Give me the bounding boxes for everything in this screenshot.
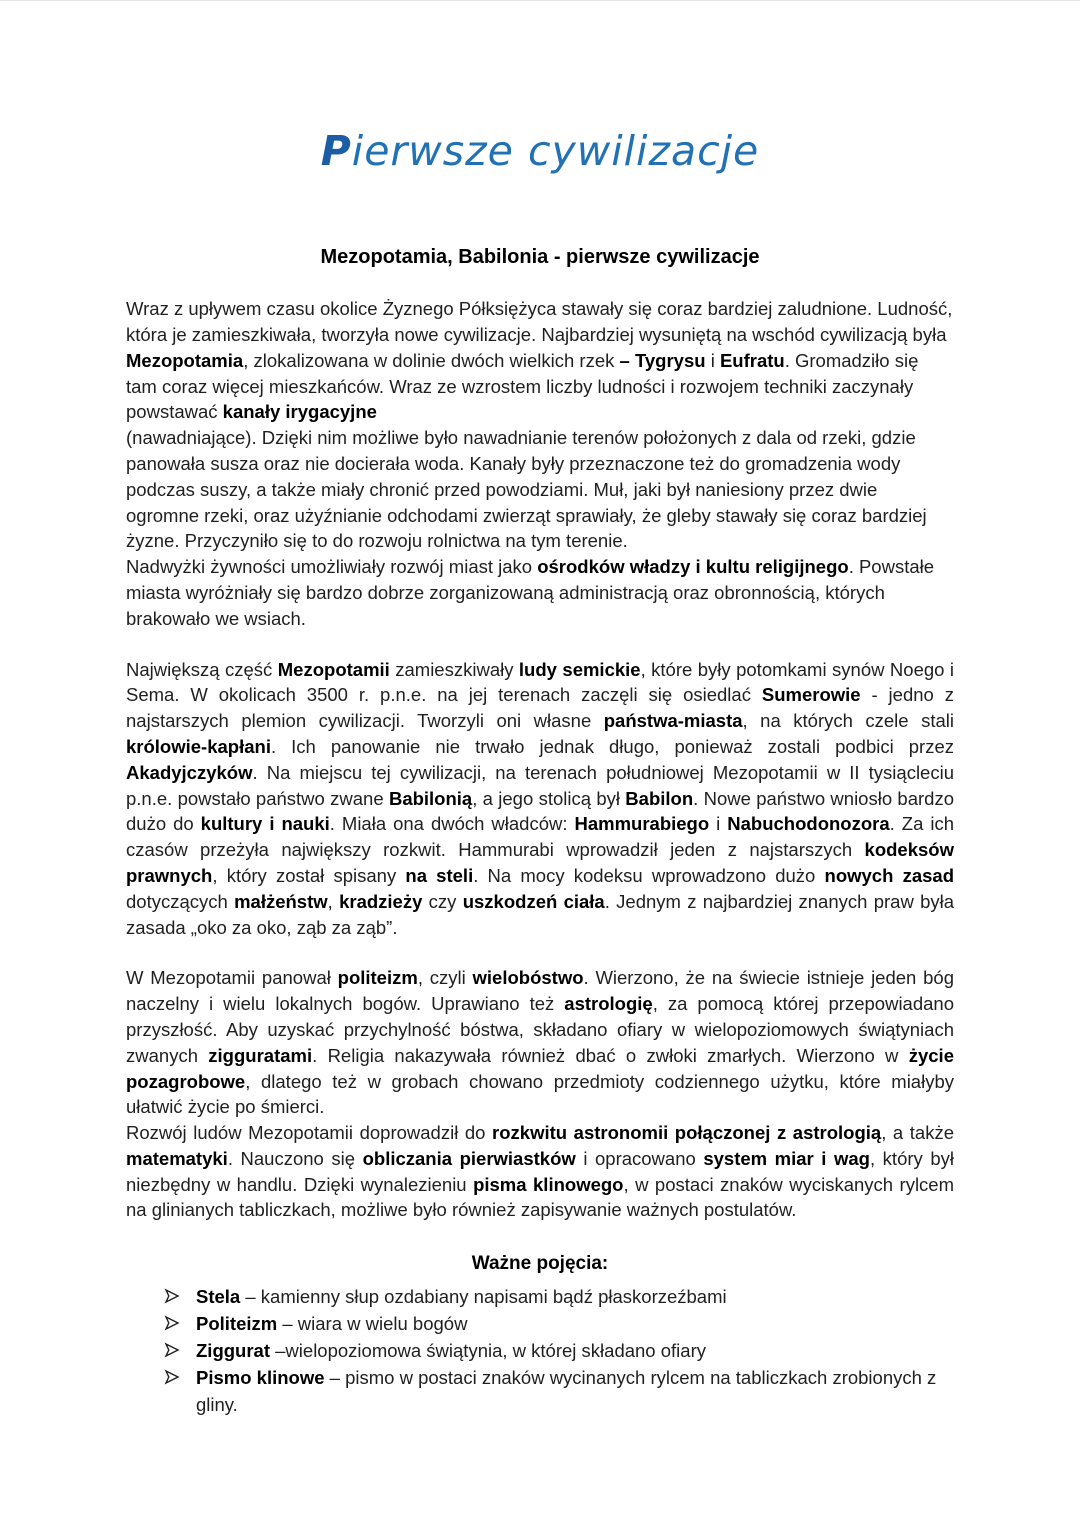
glossary-heading: Ważne pojęcia: bbox=[471, 1253, 609, 1275]
glossary-item-stela bbox=[164, 1283, 954, 1310]
glossary-item-ziggurat bbox=[164, 1337, 954, 1364]
arrowhead-bullet-icon bbox=[164, 1342, 180, 1358]
glossary-item-text: Stela – kamienny słup ozdabiany napisami bądź płaskorzeźbami bbox=[196, 1286, 727, 1308]
document-title: Pierwsze cywilizacje bbox=[320, 127, 760, 175]
paragraph-religion-science: W Mezopotamii panował politeizm, czyli wielobóstwo. Wierzono, że na świecie istnieje jeden bóg naczelny i wielu lokalnych bogów. Uprawiano też astrologię, za pomocą której przepowiadano przyszłość. Aby uzyskać przychylność bóstwa, składano ofiary w wielopoziomowych świątyniach zwanych zigguratami. Religia nakazywała również dbać o zwłoki zmarłych. Wierzono w życie pozagrobowe, dlatego też w grobach chowano przedmioty codziennego użytku, które miałyby ułatwić życie po śmierci. Rozwój ludów Mezopotamii doprowadził do rozkwitu astronomii połączonej z astrologią, a także matematyki. Nauczono się obliczania pierwiastków i opracowano system miar i wag, który był niezbędny w handlu. Dzięki wynalezieniu pisma klinowego, w postaci znaków wyciskanych rylcem na glinianych tabliczkach, możliwe było również zapisywanie ważnych postulatów. bbox=[126, 967, 955, 1221]
glossary-item-politeizm bbox=[164, 1310, 954, 1337]
glossary-item-text: Politeizm – wiara w wielu bogów bbox=[196, 1313, 468, 1335]
arrowhead-bullet-icon bbox=[164, 1288, 180, 1304]
glossary-item-pismo-klinowe bbox=[164, 1364, 954, 1418]
arrowhead-bullet-icon bbox=[164, 1369, 180, 1385]
glossary-item-text: Ziggurat –wielopoziomowa świątynia, w której składano ofiary bbox=[196, 1340, 706, 1362]
section-heading: Mezopotamia, Babilonia - pierwsze cywilizacje bbox=[320, 246, 760, 269]
glossary-list bbox=[126, 1283, 954, 1418]
arrowhead-bullet-icon bbox=[164, 1315, 180, 1331]
glossary-item-text: Pismo klinowe – pismo w postaci znaków wycinanych rylcem na tabliczkach zrobionych z gliny. bbox=[196, 1367, 937, 1416]
paragraph-sumerians-babylon: Największą część Mezopotamii zamieszkiwały ludy semickie, które były potomkami synów Noego i Sema. W okolicach 3500 r. p.n.e. na jej terenach zaczęli się osiedlać Sumerowie - jedno z najstarszych plemion cywilizacji. Tworzyli oni własne państwa-miasta, na których czele stali królowie-kapłani. Ich panowanie nie trwało jednak długo, ponieważ zostali podbici przez Akadyjczyków. Na miejscu tej cywilizacji, na terenach południowej Mezopotamii w II tysiącleciu p.n.e. powstało państwo zwane Babilonią, a jego stolicą był Babilon. Nowe państwo wniosło bardzo dużo do kultury i nauki. Miała ona dwóch władców: Hammurabiego i Nabuchodonozora. Za ich czasów przeżyła największy rozkwit. Hammurabi wprowadził jeden z najstarszych kodeksów prawnych, który został spisany na steli. Na mocy kodeksu wprowadzono dużo nowych zasad dotyczących małżeństw, kradzieży czy uszkodzeń ciała. Jednym z najbardziej znanych praw była zasada „oko za oko, ząb za ząb”. bbox=[126, 658, 955, 938]
paragraph-mesopotamia-intro: Wraz z upływem czasu okolice Żyznego Półksiężyca stawały się coraz bardziej zaludnione. Ludność, która je zamieszkiwała, tworzyła nowe cywilizacje. Najbardziej wysuniętą na wschód cywilizacją była Mezopotamia, zlokalizowana w dolinie dwóch wielkich rzek – Tygrysu i Eufratu. Gromadziło się tam coraz więcej mieszkańców. Wraz ze wzrostem liczby ludności i rozwojem techniki zaczynały powstawać kanały irygacyjne (nawadniające). Dzięki nim możliwe było nawadnianie terenów położonych z dala od rzeki, gdzie panowała susza oraz nie docierała woda. Kanały były przeznaczone też do gromadzenia wody podczas suszy, a także miały chronić przed powodziami. Muł, jaki był naniesiony przez dwie ogromne rzeki, oraz użyźnianie odchodami zwierząt sprawiały, że gleby stawały się coraz bardziej żyzne. Przyczyniło się to do rozwoju rolnictwa na tym terenie. Nadwyżki żywności umożliwiały rozwój miast jako ośrodków władzy i kultu religijnego. Powstałe miasta wyróżniały się bardzo dobrze zorganizowaną administracją oraz obronnością, których brakowało we wsiach. bbox=[126, 298, 953, 629]
